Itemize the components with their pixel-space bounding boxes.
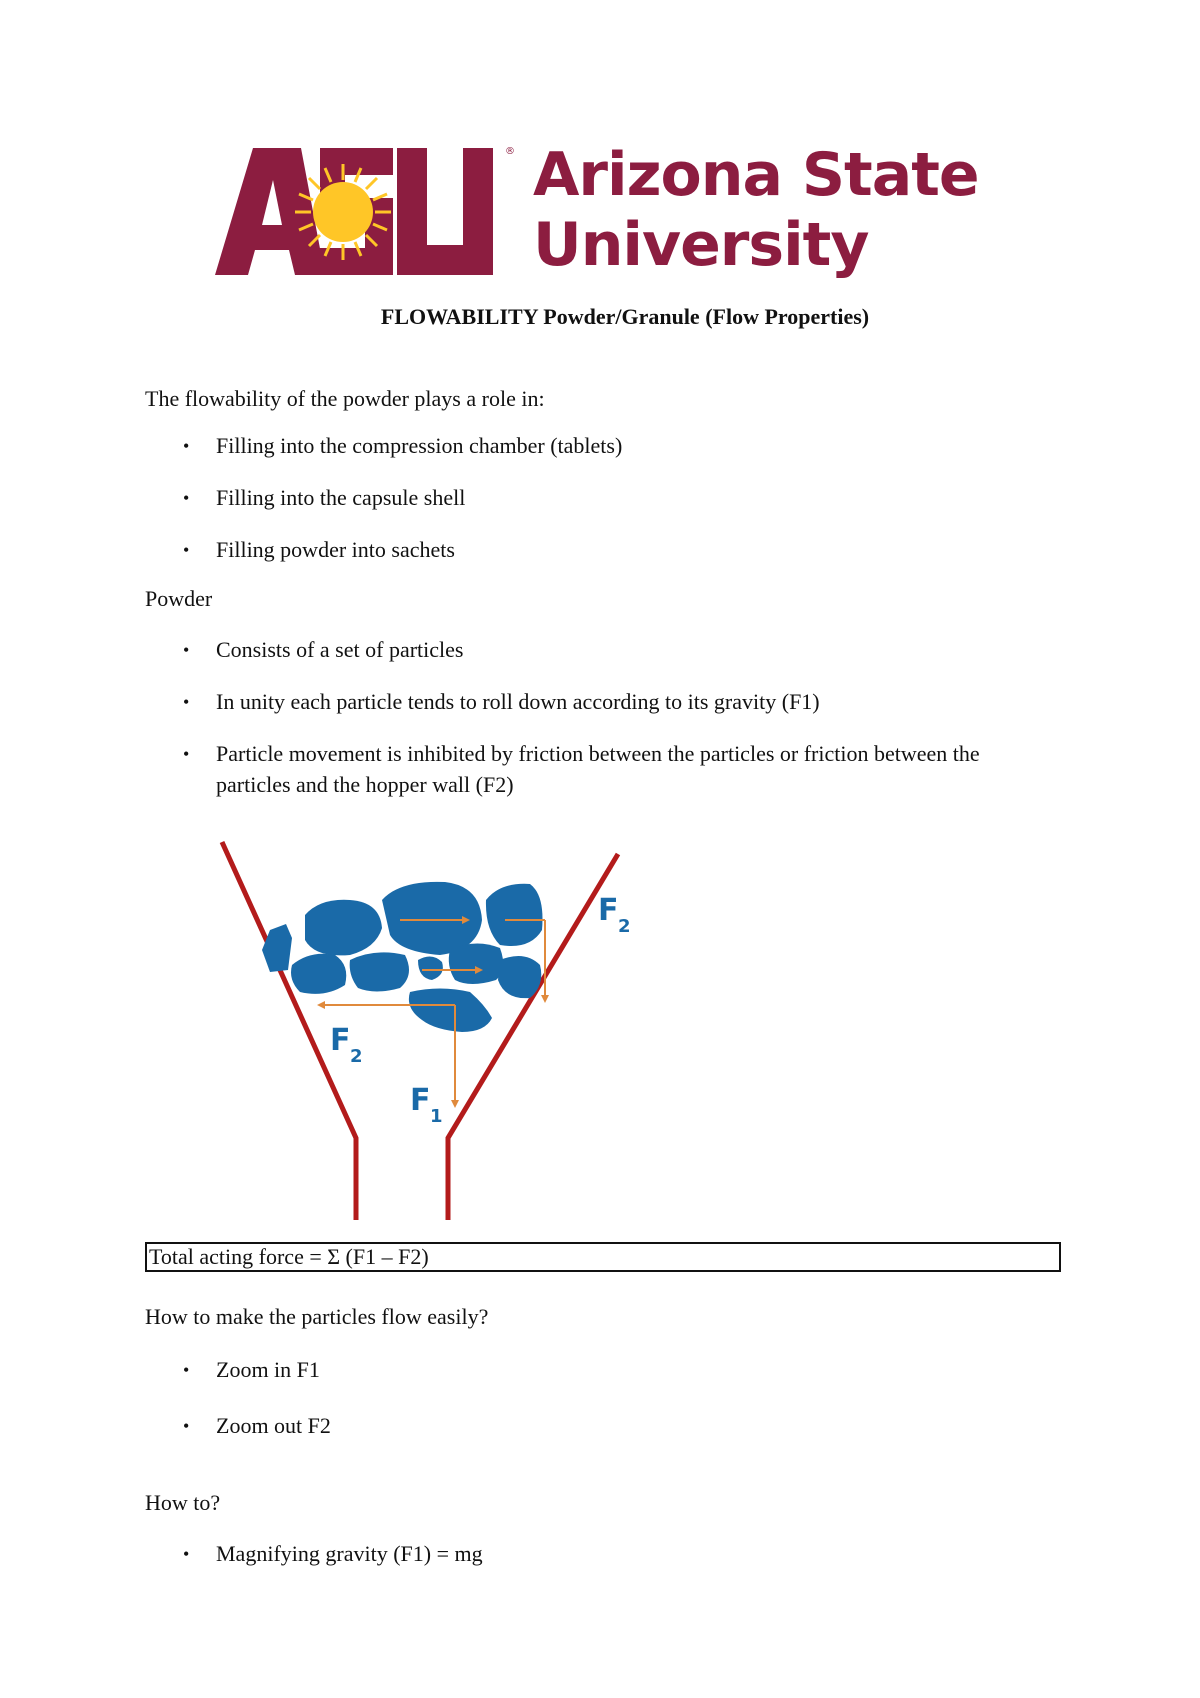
- answer-item: Zoom out F2: [216, 1413, 331, 1438]
- university-name-line2: University: [533, 210, 869, 280]
- f1-label: F: [410, 1083, 431, 1118]
- powder-heading: Powder: [145, 586, 213, 611]
- asu-logo: [215, 140, 995, 290]
- role-item: Filling into the capsule shell: [216, 485, 466, 510]
- powder-point: Particle movement is inhibited by friction between the particles or friction between the particles and the hopper wall (F2): [216, 741, 980, 797]
- question-text: How to make the particles flow easily?: [145, 1304, 489, 1329]
- bullet-icon: •: [183, 1544, 190, 1564]
- bullet-icon: •: [183, 640, 190, 660]
- how-to-heading: How to?: [145, 1490, 221, 1515]
- f2-sub-left: 2: [350, 1046, 363, 1067]
- f2-sub-right: 2: [618, 916, 631, 937]
- hopper-force-diagram: [200, 820, 640, 1220]
- role-item: Filling powder into sachets: [216, 537, 455, 562]
- university-name: [533, 140, 979, 280]
- role-item: Filling into the compression chamber (tablets): [216, 433, 623, 458]
- bullet-icon: •: [183, 488, 190, 508]
- f2-label-left: F: [330, 1023, 351, 1058]
- bullet-icon: •: [183, 1416, 190, 1436]
- answer-item: Zoom in F1: [216, 1357, 320, 1382]
- powder-point: In unity each particle tends to roll down according to its gravity (F1): [216, 689, 820, 714]
- bullet-icon: •: [183, 744, 190, 764]
- bullet-icon: •: [183, 540, 190, 560]
- registered-mark: ®: [505, 146, 515, 157]
- bullet-icon: •: [183, 1360, 190, 1380]
- how-to-item: Magnifying gravity (F1) = mg: [216, 1541, 483, 1566]
- university-name-line1: Arizona State: [533, 140, 979, 210]
- powder-particles: [262, 882, 543, 1032]
- intro-text: The flowability of the powder plays a role in:: [145, 386, 545, 411]
- bullet-icon: •: [183, 692, 190, 712]
- document-title: FLOWABILITY Powder/Granule (Flow Properties): [380, 304, 870, 329]
- asu-sun-logo-icon: [215, 140, 505, 290]
- total-force-formula: Total acting force = Σ (F1 – F2): [145, 1242, 1061, 1272]
- powder-point: Consists of a set of particles: [216, 637, 464, 662]
- bullet-icon: •: [183, 436, 190, 456]
- f2-label-right: F: [598, 893, 619, 928]
- f1-sub: 1: [430, 1106, 443, 1127]
